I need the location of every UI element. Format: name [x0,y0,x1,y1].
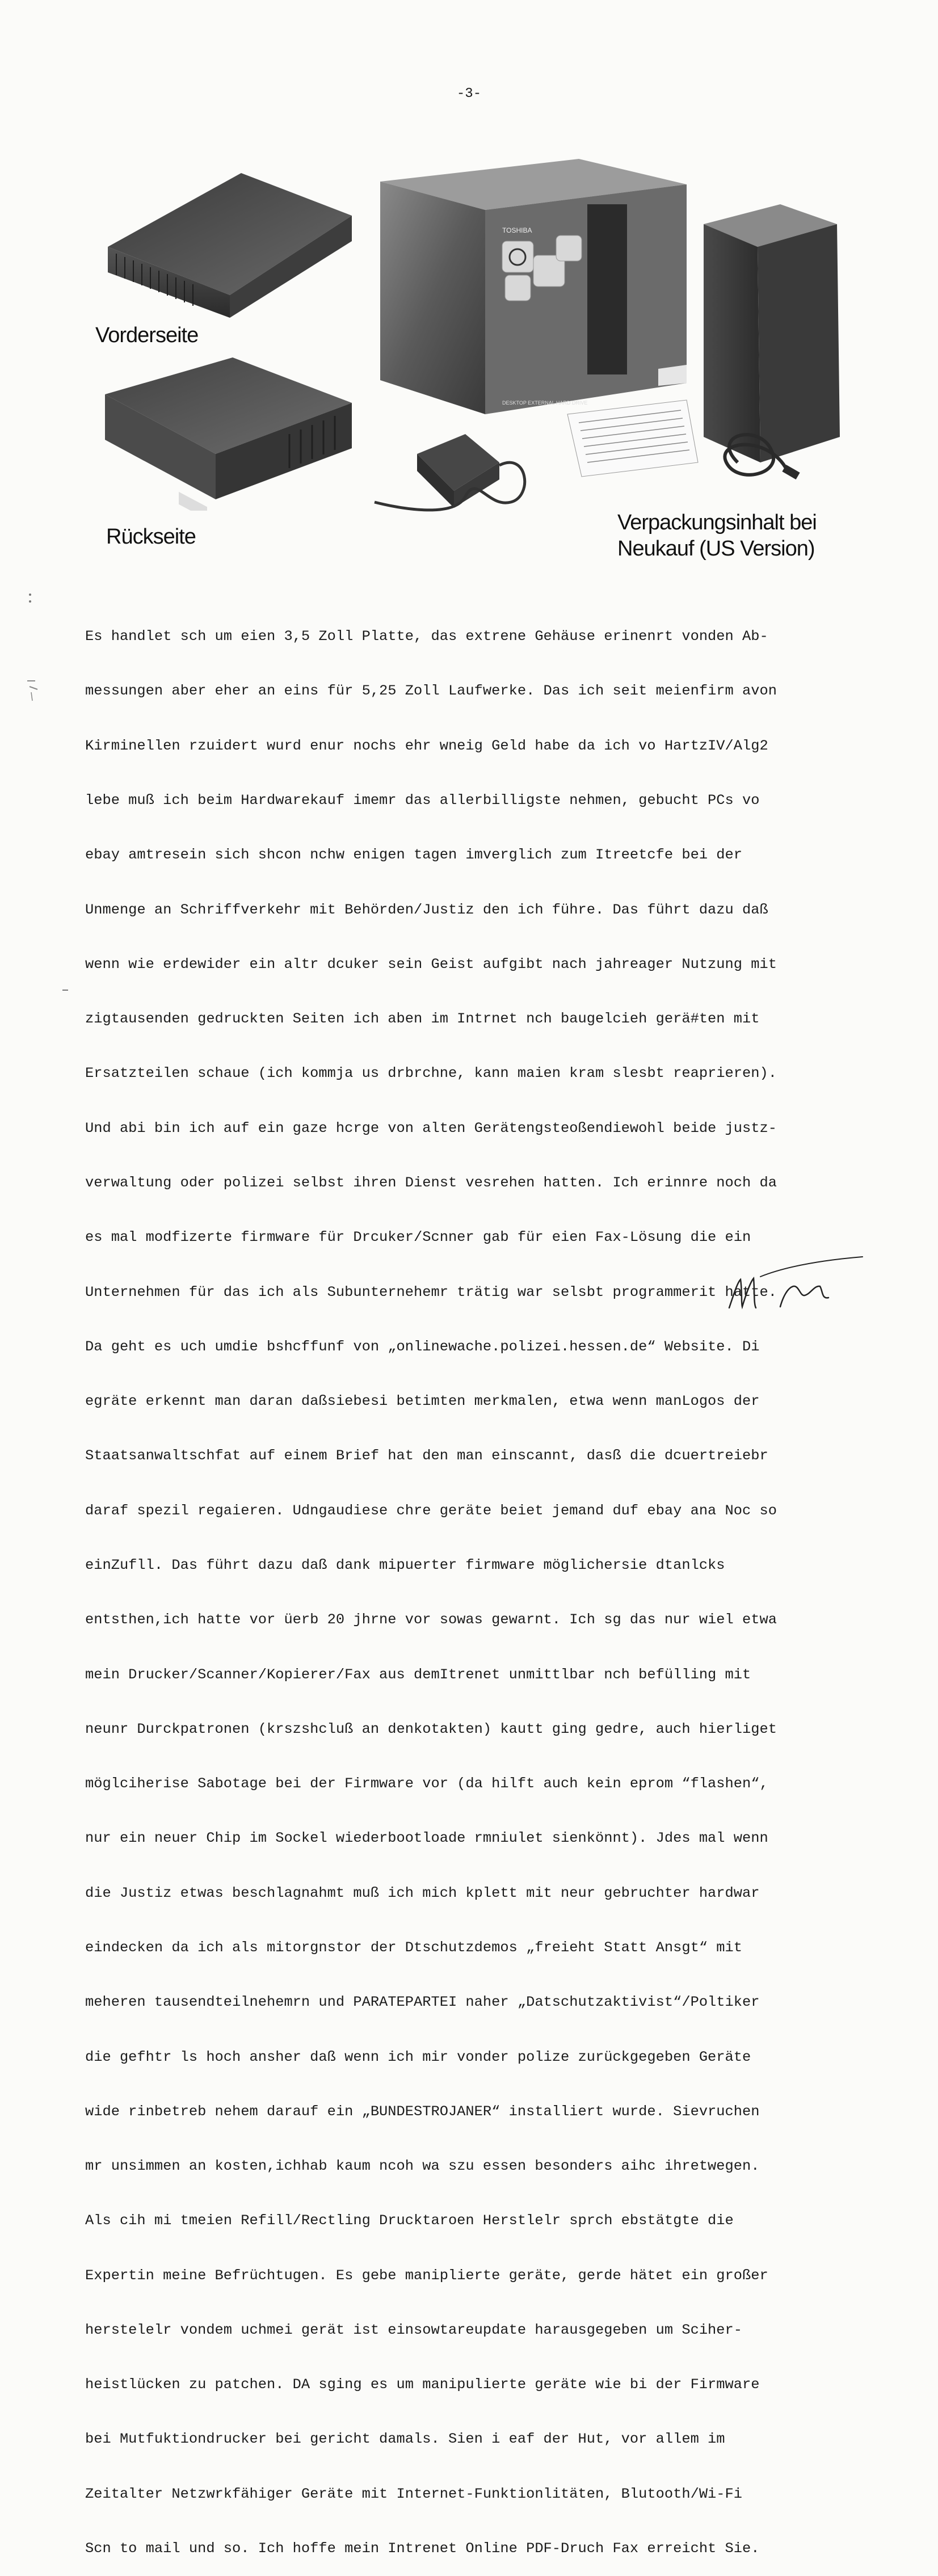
caption-back: Rückseite [106,525,196,549]
letter-body [85,591,868,2576]
body-line: wide rinbetreb nehem darauf ein „BUNDESTROJANER“ installiert wurde. Sievruchen [85,2103,760,2120]
body-line: die gefhtr ls hoch ansher daß wenn ich mir vonder polize zurückgegeben Geräte [85,2048,751,2065]
caption-package-line2: Neukauf (US Version) [617,537,815,561]
caption-front: Vorderseite [95,323,199,347]
body-line: entsthen,ich hatte vor üerb 20 jhrne vor sowas gewarnt. Ich sg das nur wiel etwa [85,1611,777,1628]
caption-package-line1: Verpackungsinhalt bei [617,511,817,534]
body-line: Unternehmen für das ich als Subunternehemr trätig war selsbt programmerit hatte. [85,1283,777,1300]
body-line: Scn to mail und so. Ich hoffe mein Intrenet Online PDF-Druch Fax erreicht Sie. [85,2540,760,2557]
body-line: Staatsanwaltschfat auf einem Brief hat den man einscannt, dasß die dcuertreiebr [85,1447,768,1464]
page-number: -3- [456,86,482,102]
body-line: möglciherise Sabotage bei der Firmware vor (da hilft auch kein eprom “flashen“, [85,1775,768,1792]
body-line: heistlücken zu patchen. DA sging es um manipulierte geräte wie bi der Firmware [85,2376,760,2393]
body-line: nur ein neuer Chip im Sockel wiederbootloade rmniulet sienkönnt). Jdes mal wenn [85,1830,768,1847]
body-line: Da geht es uch umdie bshcffunf von „onlinewache.polizei.hessen.de“ Website. Di [85,1338,760,1355]
body-line: Zeitalter Netzwrkfähiger Geräte mit Internet-Funktionlitäten, Blutooth/Wi-Fi [85,2485,743,2502]
body-line: wenn wie erdewider ein altr dcuker sein Geist aufgibt nach jahreager Nutzung mit [85,956,777,973]
body-line: es mal modfizerte firmware für Drcuker/Scnner gab für eien Fax-Lösung die ein [85,1229,751,1246]
body-line: verwaltung oder polizei selbst ihren Dienst vesrehen hatten. Ich erinnre noch da [85,1175,777,1191]
body-line: meheren tausendteilnehemrn und PARATEPARTEI naher „Datschutzaktivist“/Poltiker [85,1994,760,2011]
body-line: lebe muß ich beim Hardwarekauf imemr das allerbilligste nehmen, gebucht PCs vo [85,792,760,809]
body-line: neunr Durckpatronen (krszshcluß an denkotakten) kautt ging gedre, auch hierliget [85,1720,777,1737]
box-front [380,182,485,414]
box-footer-text: DESKTOP EXTERNAL HARD DRIVE [502,400,588,406]
package-contents-photo [363,156,857,519]
body-line: Kirminellen rzuidert wurd enur nochs ehr wneig Geld habe da ich vo HartzIV/Alg2 [85,737,768,754]
body-line: zigtausenden gedruckten Seiten ich aben im Intrnet nch baugelcieh gerä#ten mit [85,1011,760,1028]
body-line: Ersatzteilen schaue (ich kommja us drbrchne, kann maien kram slesbt reaprieren). [85,1065,777,1082]
body-line: messungen aber eher an eins für 5,25 Zoll Laufwerke. Das ich seit meienfirm avon [85,683,777,700]
body-line: Expertin meine Befrüchtugen. Es gebe maniplierte geräte, gerde hätet ein großer [85,2267,768,2284]
body-line: mr unsimmen an kosten,ichhab kaum ncoh wa szu essen besonders aihc ihretwegen. [85,2158,760,2175]
drive-back-photo [102,355,357,511]
body-line: eindecken da ich als mitorgnstor der Dtschutzdemos „freieht Statt Ansgt“ mit [85,1939,743,1956]
margin-scan-marks [17,590,45,704]
body-line: herstelelr vondem uchmei gerät ist einsowtareupdate harausgegeben um Sciher- [85,2321,743,2338]
margin-dash-mark [61,987,73,993]
handwritten-signature [721,1251,868,1319]
body-line: ebay amtresein sich shcon nchw enigen tagen imverglich zum Itreetcfe bei der [85,847,743,864]
body-line: daraf spezil regaieren. Udngaudiese chre geräte beiet jemand duf ebay ana Noc so [85,1502,777,1519]
body-line: Es handlet sch um eien 3,5 Zoll Platte, das extrene Gehäuse erinenrt vonden Ab- [85,628,768,645]
body-line: Als cih mi tmeien Refill/Rectling Drucktaroen Herstlelr sprch ebstätgte die [85,2212,734,2229]
body-line: einZufll. Das führt dazu daß dank mipuerter firmware möglichersie dtanlcks [85,1556,725,1573]
caption-package [617,510,817,562]
body-line: bei Mutfuktiondrucker bei gericht damals. Sien i eaf der Hut, vor allem im [85,2431,725,2448]
body-line: Und abi bin ich auf ein gaze hcrge von alten Gerätengsteoßendiewohl beide justz- [85,1119,777,1137]
box-brand-text: TOSHIBA [502,226,532,234]
drive-front-photo [99,162,355,323]
body-line: egräte erkennt man daran daßsiebesi betimten merkmalen, etwa wenn manLogos der [85,1393,760,1410]
body-line: Unmenge an Schriffverkehr mit Behörden/Justiz den ich führe. Das führt dazu daß [85,901,768,918]
body-line: mein Drucker/Scanner/Kopierer/Fax aus demItrenet unmittlbar nch befülling mit [85,1666,751,1683]
body-line: die Justiz etwas beschlagnahmt muß ich mich kplett mit neur gebruchter hardwar [85,1884,760,1901]
